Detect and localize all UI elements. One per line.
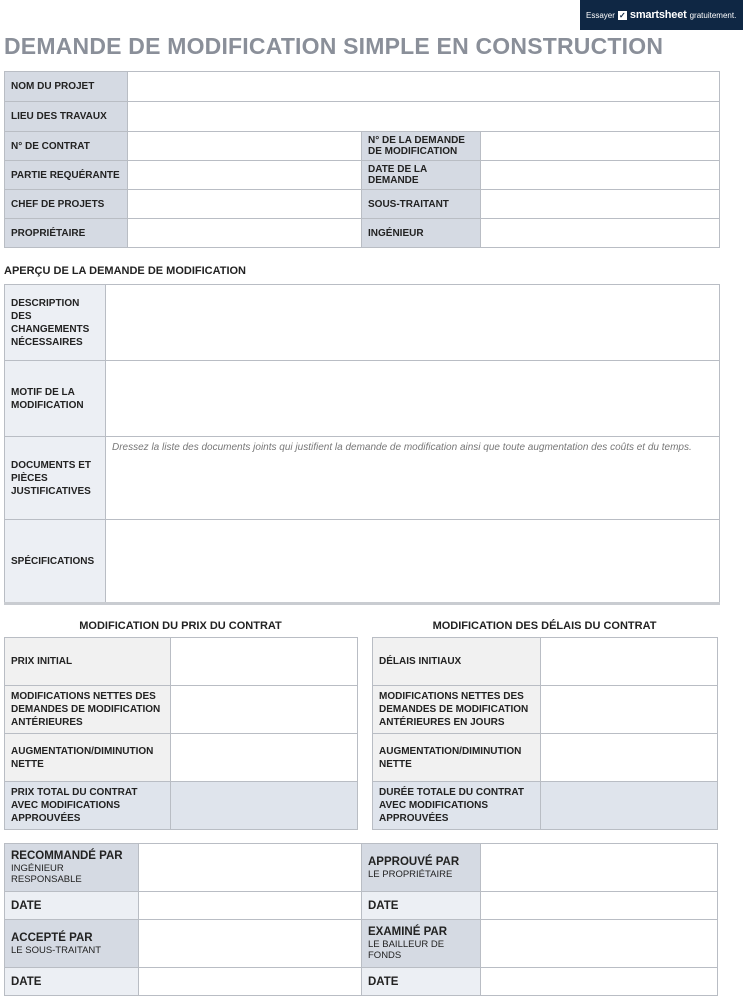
label-accepte: ACCEPTÉ PAR	[11, 931, 93, 944]
field-delais-augmentation[interactable]	[541, 734, 718, 782]
field-approuve[interactable]	[481, 844, 718, 892]
label-contrat: N° DE CONTRAT	[5, 132, 128, 161]
field-recommande[interactable]	[139, 844, 362, 892]
page-title: DEMANDE DE MODIFICATION SIMPLE EN CONSTRUCTION	[4, 33, 664, 59]
field-contrat[interactable]	[128, 132, 362, 161]
sublabel-accepte: LE SOUS-TRAITANT	[11, 944, 102, 956]
label-specifications: SPÉCIFICATIONS	[5, 520, 106, 604]
label-prix-augmentation: AUGMENTATION/DIMINUTION NETTE	[5, 734, 171, 782]
smartsheet-banner[interactable]	[580, 0, 743, 30]
price-heading: MODIFICATION DU PRIX DU CONTRAT	[79, 620, 282, 632]
field-accepte[interactable]	[139, 920, 362, 968]
field-prix-initial[interactable]	[171, 638, 358, 686]
field-num-demande[interactable]	[481, 132, 720, 161]
field-proprietaire[interactable]	[128, 219, 362, 248]
label-num-demande: N° DE LA DEMANDE DE MODIFICATION	[362, 132, 481, 161]
label-documents: DOCUMENTS ET PIÈCES JUSTIFICATIVES	[5, 437, 106, 520]
field-delais-nettes[interactable]	[541, 686, 718, 734]
field-description[interactable]	[106, 285, 720, 361]
signatures-table	[4, 843, 718, 996]
smartsheet-check-icon: ✓	[619, 10, 626, 20]
field-date-approuve[interactable]	[481, 892, 718, 920]
field-delais-initial[interactable]	[541, 638, 718, 686]
field-ingenieur[interactable]	[481, 219, 720, 248]
label-description: DESCRIPTION DES CHANGEMENTS NÉCESSAIRES	[5, 285, 106, 361]
project-info-table	[4, 71, 720, 248]
field-date-recommande[interactable]	[139, 892, 362, 920]
field-lieu[interactable]	[128, 102, 720, 132]
label-examine: EXAMINÉ PAR	[368, 926, 448, 938]
banner-suffix: gratuitement.	[689, 10, 737, 20]
label-prix-total: PRIX TOTAL DU CONTRAT AVEC MODIFICATIONS APPROUVÉES	[5, 782, 171, 830]
sublabel-recommande: INGÉNIEUR RESPONSABLE	[11, 863, 82, 885]
overview-heading: APERÇU DE LA DEMANDE DE MODIFICATION	[4, 265, 246, 277]
price-table	[4, 637, 358, 830]
label-prix-initial: PRIX INITIAL	[5, 638, 171, 686]
label-delais-initial: DÉLAIS INITIAUX	[373, 638, 541, 686]
label-chef: CHEF DE PROJETS	[5, 190, 128, 219]
field-prix-nettes[interactable]	[171, 686, 358, 734]
label-sous-traitant: SOUS-TRAITANT	[362, 190, 481, 219]
label-nom-projet: NOM DU PROJET	[5, 72, 128, 102]
sublabel-examine: LE BAILLEUR DE FONDS	[368, 939, 445, 961]
field-date-demande[interactable]	[481, 161, 720, 190]
field-delais-total[interactable]	[541, 782, 718, 830]
field-sous-traitant[interactable]	[481, 190, 720, 219]
field-documents-note[interactable]: Dressez la liste des documents joints qui justifient la demande de modification ainsi que toute augmentation des coûts et du temps.	[106, 437, 720, 520]
label-recommande: RECOMMANDÉ PAR	[11, 850, 123, 862]
label-date-demande: DATE DE LA DEMANDE	[362, 161, 481, 190]
label-delais-total: DURÉE TOTALE DU CONTRAT AVEC MODIFICATIONS APPROUVÉES	[373, 782, 541, 830]
label-date-approuve: DATE	[362, 892, 481, 920]
field-specifications[interactable]	[106, 520, 720, 604]
label-approuve: APPROUVÉ PAR	[368, 855, 460, 868]
label-prix-nettes: MODIFICATIONS NETTES DES DEMANDES DE MODIFICATION ANTÉRIEURES	[5, 686, 171, 734]
time-table	[372, 637, 718, 830]
field-partie[interactable]	[128, 161, 362, 190]
label-delais-augmentation: AUGMENTATION/DIMINUTION NETTE	[373, 734, 541, 782]
label-partie: PARTIE REQUÉRANTE	[5, 161, 128, 190]
label-ingenieur: INGÉNIEUR	[362, 219, 481, 248]
time-heading: MODIFICATION DES DÉLAIS DU CONTRAT	[432, 620, 657, 632]
field-prix-augmentation[interactable]	[171, 734, 358, 782]
field-examine[interactable]	[481, 920, 718, 968]
field-nom-projet[interactable]	[128, 72, 720, 102]
field-prix-total[interactable]	[171, 782, 358, 830]
label-delais-nettes: MODIFICATIONS NETTES DES DEMANDES DE MODIFICATION ANTÉRIEURES EN JOURS	[373, 686, 541, 734]
label-motif: MOTIF DE LA MODIFICATION	[5, 361, 106, 437]
field-date-accepte[interactable]	[139, 968, 362, 996]
field-date-examine[interactable]	[481, 968, 718, 996]
label-date-examine: DATE	[362, 968, 481, 996]
label-date-accepte: DATE	[5, 968, 139, 996]
banner-brand: smartsheet	[629, 9, 687, 21]
field-chef[interactable]	[128, 190, 362, 219]
label-proprietaire: PROPRIÉTAIRE	[5, 219, 128, 248]
label-date-recommande: DATE	[5, 892, 139, 920]
banner-prefix: Essayer	[586, 10, 615, 20]
sublabel-approuve: LE PROPRIÉTAIRE	[368, 868, 453, 880]
field-motif[interactable]	[106, 361, 720, 437]
label-lieu: LIEU DES TRAVAUX	[5, 102, 128, 132]
overview-table	[4, 284, 720, 605]
